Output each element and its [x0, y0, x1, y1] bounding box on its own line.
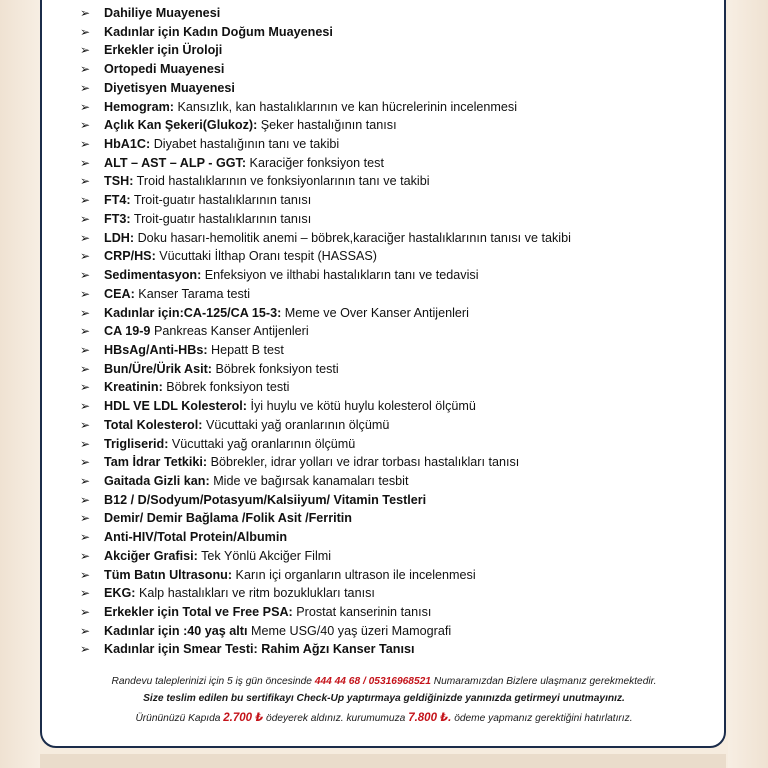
arrow-right-icon: ➢: [80, 137, 91, 152]
test-item-description: Vücuttaki İlthap Oranı tespit (HASSAS): [159, 249, 377, 264]
test-item: [80, 528, 720, 547]
arrow-right-icon: ➢: [80, 193, 91, 208]
test-item-description: Böbrek fonksiyon testi: [166, 380, 290, 395]
test-item-title: Kadınlar için Smear Testi: Rahim Ağzı Kanser Tanısı: [104, 642, 415, 657]
arrow-right-icon: ➢: [80, 567, 91, 582]
test-item-title: Kreatinin:: [104, 380, 163, 395]
arrow-right-icon: ➢: [80, 24, 91, 39]
test-item-title: Tüm Batın Ultrasonu:: [104, 567, 233, 582]
test-item-title: Dahiliye Muayenesi: [104, 6, 221, 20]
card-bottom-shadow: [40, 754, 726, 768]
test-item-title: Açlık Kan Şekeri(Glukoz):: [104, 118, 258, 133]
test-item-title: B12 / D/Sodyum/Potasyum/Kalsiiyum/ Vitamin Testleri: [104, 492, 427, 507]
test-item: [80, 135, 720, 154]
test-item-title: Kadınlar için Kadın Doğum Muayenesi: [104, 24, 333, 39]
test-item-description: Troit-guatır hastalıklarının tanısı: [133, 193, 312, 208]
test-item-title: Bun/Üre/Ürik Asit:: [104, 361, 212, 376]
test-item-description: Pankreas Kanser Antijenleri: [153, 324, 309, 339]
test-item: [80, 116, 720, 135]
arrow-right-icon: ➢: [80, 399, 91, 414]
test-item: [80, 472, 720, 491]
test-item-description: Enfeksiyon ve ilthabi hastalıkların tanı ve tedavisi: [204, 268, 479, 283]
test-item: [80, 491, 720, 510]
arrow-right-icon: ➢: [80, 511, 91, 526]
arrow-right-icon: ➢: [80, 361, 91, 376]
arrow-right-icon: ➢: [80, 492, 91, 507]
test-item-description: Doku hasarı-hemolitik anemi – böbrek,karaciğer hastalıklarının tanısı ve takibi: [137, 230, 571, 245]
test-list: [80, 4, 720, 659]
paid-price: 2.700 ₺: [223, 712, 264, 724]
arrow-right-icon: ➢: [80, 174, 91, 189]
test-item-description: Karın içi organların ultrason ile incelenmesi: [235, 567, 476, 582]
test-item: [80, 172, 720, 191]
arrow-right-icon: ➢: [80, 473, 91, 488]
test-item: [80, 285, 720, 304]
appointment-note-text: Randevu taleplerinizi için 5 iş gün öncesinde: [111, 676, 315, 687]
arrow-right-icon: ➢: [80, 623, 91, 638]
test-item-title: Demir/ Demir Bağlama /Folik Asit /Ferritin: [104, 511, 352, 526]
test-item: [80, 23, 720, 42]
test-item-title: CRP/HS:: [104, 249, 156, 264]
arrow-right-icon: ➢: [80, 99, 91, 114]
payment-note-start: Ürününüzü Kapıda: [135, 713, 224, 724]
arrow-right-icon: ➢: [80, 436, 91, 451]
test-item: [80, 41, 720, 60]
test-item-description: Böbrekler, idrar yolları ve idrar torbası hastalıkları tanısı: [210, 455, 520, 470]
test-item: [80, 322, 720, 341]
test-item-description: Diyabet hastalığının tanı ve takibi: [153, 137, 340, 152]
test-item: [80, 79, 720, 98]
arrow-right-icon: ➢: [80, 211, 91, 226]
test-item-description: Meme ve Over Kanser Antijenleri: [284, 305, 469, 320]
arrow-right-icon: ➢: [80, 80, 91, 95]
test-item: [80, 640, 720, 659]
test-item: [80, 60, 720, 79]
certificate-note: Size teslim edilen bu sertifikayı Check-Up yaptırmaya geldiğinizde yanınızda getirmeyi unutmayınız.: [143, 693, 625, 704]
test-item-title: TSH:: [104, 174, 134, 189]
test-item-title: Erkekler için Total ve Free PSA:: [104, 605, 293, 619]
test-item-title: Diyetisyen Muayenesi: [104, 80, 235, 95]
arrow-right-icon: ➢: [80, 268, 91, 283]
test-item-title: Tam İdrar Tetkiki:: [104, 455, 208, 470]
arrow-right-icon: ➢: [80, 305, 91, 320]
test-item: [80, 98, 720, 117]
test-item-description: Böbrek fonksiyon testi: [215, 361, 339, 376]
test-item: [80, 210, 720, 229]
arrow-right-icon: ➢: [80, 417, 91, 432]
test-item: [80, 378, 720, 397]
test-item: [80, 4, 720, 23]
payment-note-middle: ödeyerek aldınız. kurumumuza: [263, 713, 409, 724]
test-item-title: Total Kolesterol:: [104, 417, 203, 432]
arrow-right-icon: ➢: [80, 6, 91, 20]
test-item-description: İyi huylu ve kötü huylu kolesterol ölçümü: [250, 399, 476, 414]
test-item-description: Kansızlık, kan hastalıklarının ve kan hücrelerinin incelenmesi: [177, 99, 517, 114]
test-item: [80, 584, 720, 603]
test-item: [80, 453, 720, 472]
test-item: [80, 435, 720, 454]
arrow-right-icon: ➢: [80, 455, 91, 470]
test-item-title: HDL VE LDL Kolesterol:: [104, 399, 247, 414]
test-item-description: Troit-guatır hastalıklarının tanısı: [133, 211, 312, 226]
test-item-description: Vücuttaki yağ oranlarının ölçümü: [171, 436, 356, 451]
arrow-right-icon: ➢: [80, 230, 91, 245]
test-item-title: Kadınlar için:CA-125/CA 15-3:: [104, 305, 282, 320]
test-item-title: HbA1C:: [104, 137, 151, 152]
test-item: [80, 247, 720, 266]
appointment-note-text-end: Numaramızdan Bizlere ulaşmanız gerekmektedir.: [430, 676, 657, 687]
test-item: [80, 509, 720, 528]
left-background-strip: [0, 0, 40, 768]
test-item-title: LDH:: [104, 230, 135, 245]
test-item: [80, 229, 720, 248]
arrow-right-icon: ➢: [80, 43, 91, 58]
test-item-description: Karaciğer fonksiyon test: [249, 155, 384, 170]
test-item-title: EKG:: [104, 586, 136, 601]
test-item-title: Hemogram:: [104, 99, 174, 114]
test-item-description: Tek Yönlü Akciğer Filmi: [201, 548, 332, 563]
test-item-title: Akciğer Grafisi:: [104, 548, 198, 563]
phone-separator: /: [360, 676, 369, 687]
test-item-description: Troid hastalıklarının ve fonksiyonlarının tanı ve takibi: [136, 174, 430, 189]
test-item-title: HBsAg/Anti-HBs:: [104, 342, 208, 357]
test-item-title: Erkekler için Üroloji: [104, 43, 223, 58]
right-background-strip: [728, 0, 768, 768]
test-item: [80, 154, 720, 173]
arrow-right-icon: ➢: [80, 380, 91, 395]
test-item-description: Kalp hastalıkları ve ritm bozuklukları tanısı: [138, 586, 375, 601]
test-item-title: Gaitada Gizli kan:: [104, 473, 210, 488]
phone-number-2: 05316968521: [368, 676, 431, 687]
test-item-description: Vücuttaki yağ oranlarının ölçümü: [205, 417, 390, 432]
test-item: [80, 341, 720, 360]
arrow-right-icon: ➢: [80, 118, 91, 133]
test-item-description: Mide ve bağırsak kanamaları tesbit: [213, 473, 409, 488]
test-item-description: Prostat kanserinin tanısı: [296, 605, 432, 619]
arrow-right-icon: ➢: [80, 548, 91, 563]
arrow-right-icon: ➢: [80, 642, 91, 657]
arrow-right-icon: ➢: [80, 249, 91, 264]
phone-number-1: 444 44 68: [314, 676, 361, 687]
test-item: [80, 397, 720, 416]
arrow-right-icon: ➢: [80, 530, 91, 545]
arrow-right-icon: ➢: [80, 155, 91, 170]
test-item-description: Hepatt B test: [211, 342, 284, 357]
test-item-title: CEA:: [104, 286, 135, 301]
payment-note: [56, 710, 712, 724]
test-item-description: Kanser Tarama testi: [138, 286, 251, 301]
arrow-right-icon: ➢: [80, 62, 91, 77]
test-item-title: Anti-HIV/Total Protein/Albumin: [104, 530, 288, 545]
payment-note-end: ödeme yapmanız gerektiğini hatırlatırız.: [451, 713, 633, 724]
test-item: [80, 266, 720, 285]
arrow-right-icon: ➢: [80, 586, 91, 601]
test-item-description: Şeker hastalığının tanısı: [260, 118, 397, 133]
test-item: [80, 191, 720, 210]
arrow-right-icon: ➢: [80, 286, 91, 301]
test-item-title: FT4:: [104, 193, 131, 208]
appointment-note: [56, 676, 712, 687]
test-item: [80, 566, 720, 585]
test-item-title: CA 19-9: [104, 324, 151, 339]
test-item-title: Ortopedi Muayenesi: [104, 62, 225, 77]
arrow-right-icon: ➢: [80, 342, 91, 357]
arrow-right-icon: ➢: [80, 324, 91, 339]
test-item: [80, 547, 720, 566]
test-item-description: Meme USG/40 yaş üzeri Mamografi: [251, 623, 452, 638]
test-item: [80, 304, 720, 323]
test-item-title: FT3:: [104, 211, 131, 226]
test-item-title: ALT – AST – ALP - GGT:: [104, 155, 247, 170]
test-item-title: Trigliserid:: [104, 436, 169, 451]
test-item-title: Sedimentasyon:: [104, 268, 202, 283]
test-item-title: Kadınlar için :40 yaş altı: [104, 623, 248, 638]
due-price: 7.800 ₺.: [408, 712, 452, 724]
test-item: [80, 416, 720, 435]
arrow-right-icon: ➢: [80, 605, 91, 619]
test-item: [80, 603, 720, 622]
test-item: [80, 622, 720, 641]
test-item: [80, 360, 720, 379]
